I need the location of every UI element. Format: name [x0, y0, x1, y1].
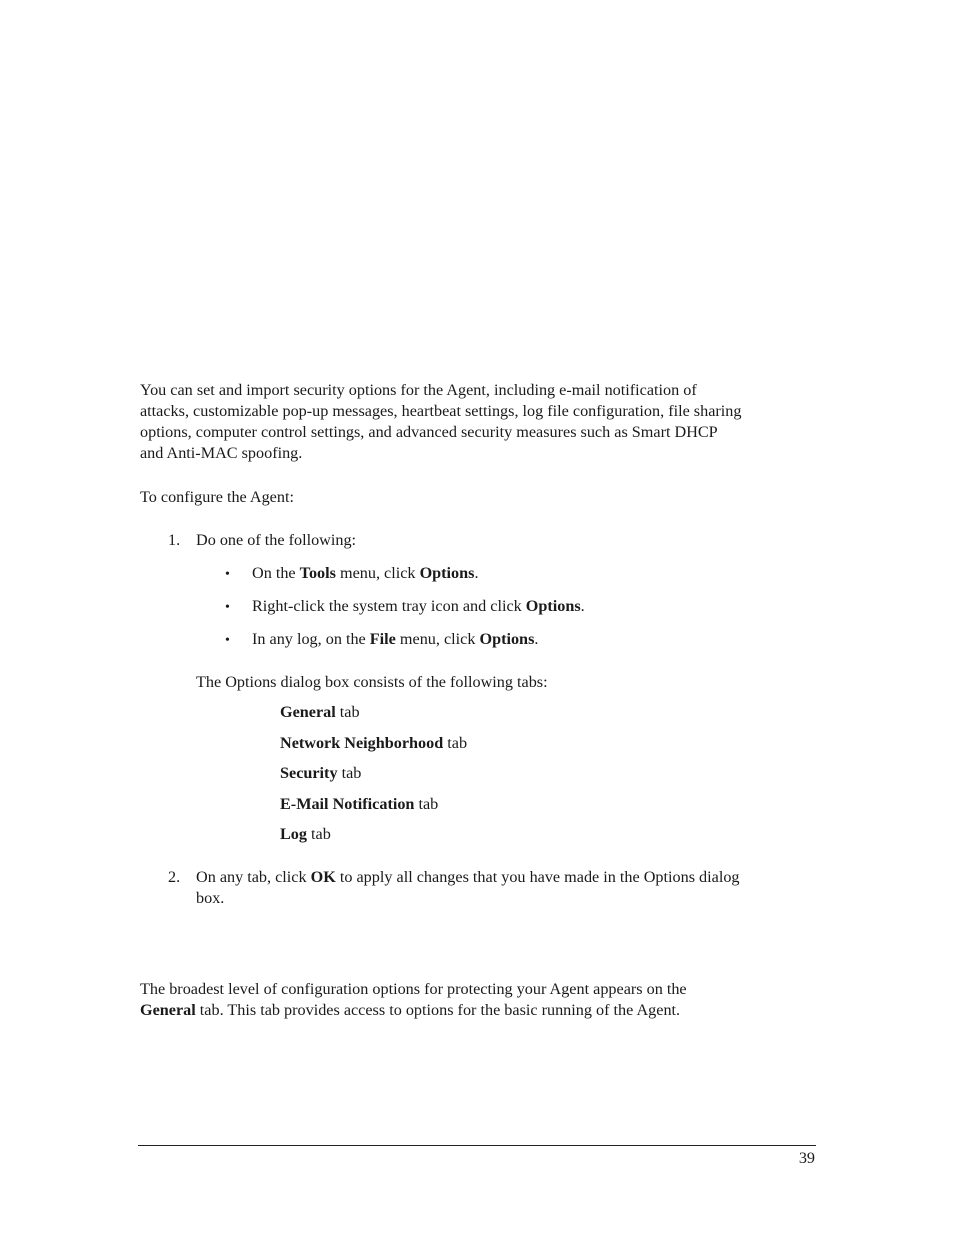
- page-number: 39: [798, 1149, 815, 1167]
- tabs-intro: The Options dialog box consists of the following tabs:: [196, 673, 548, 691]
- intro-line-1: You can set and import security options for the Agent, including e-mail notification of: [140, 381, 697, 399]
- general-line-1: The broadest level of configuration options for protecting your Agent appears on the: [140, 980, 687, 998]
- tab-list-item-email-notification: E-Mail Notification tab: [280, 795, 439, 813]
- intro-line-2: attacks, customizable pop-up messages, heartbeat settings, log file configuration, file sharing: [140, 402, 742, 420]
- intro-line-3: options, computer control settings, and advanced security measures such as Smart DHCP: [140, 423, 718, 441]
- general-line-2: General tab. This tab provides access to options for the basic running of the Agent.: [140, 1001, 681, 1019]
- bullet-item-system-tray: Right-click the system tray icon and click Options.: [252, 597, 585, 615]
- bullet-icon: •: [225, 600, 230, 615]
- configure-heading: To configure the Agent:: [140, 488, 294, 506]
- step-1-text: Do one of the following:: [196, 531, 357, 549]
- tab-list-item-security: Security tab: [280, 764, 362, 782]
- bullet-item-tools-menu: On the Tools menu, click Options.: [252, 564, 479, 582]
- bullet-item-file-menu: In any log, on the File menu, click Options.: [252, 630, 539, 648]
- step-2-text: On any tab, click OK to apply all changes that you have made in the Options dialog: [196, 868, 740, 886]
- footer-rule: [138, 1145, 816, 1146]
- intro-line-4: and Anti-MAC spoofing.: [140, 444, 303, 462]
- tab-list-item-network-neighborhood: Network Neighborhood tab: [280, 734, 468, 752]
- tab-list-item-log: Log tab: [280, 825, 331, 843]
- intro-paragraph: [140, 380, 820, 464]
- step-2-number: 2.: [168, 868, 181, 886]
- step-1-number: 1.: [168, 531, 181, 549]
- bullet-icon: •: [225, 567, 230, 582]
- tab-list-item-general: General tab: [280, 703, 360, 721]
- step-2-text-line-2: box.: [196, 889, 225, 907]
- bullet-icon: •: [225, 633, 230, 648]
